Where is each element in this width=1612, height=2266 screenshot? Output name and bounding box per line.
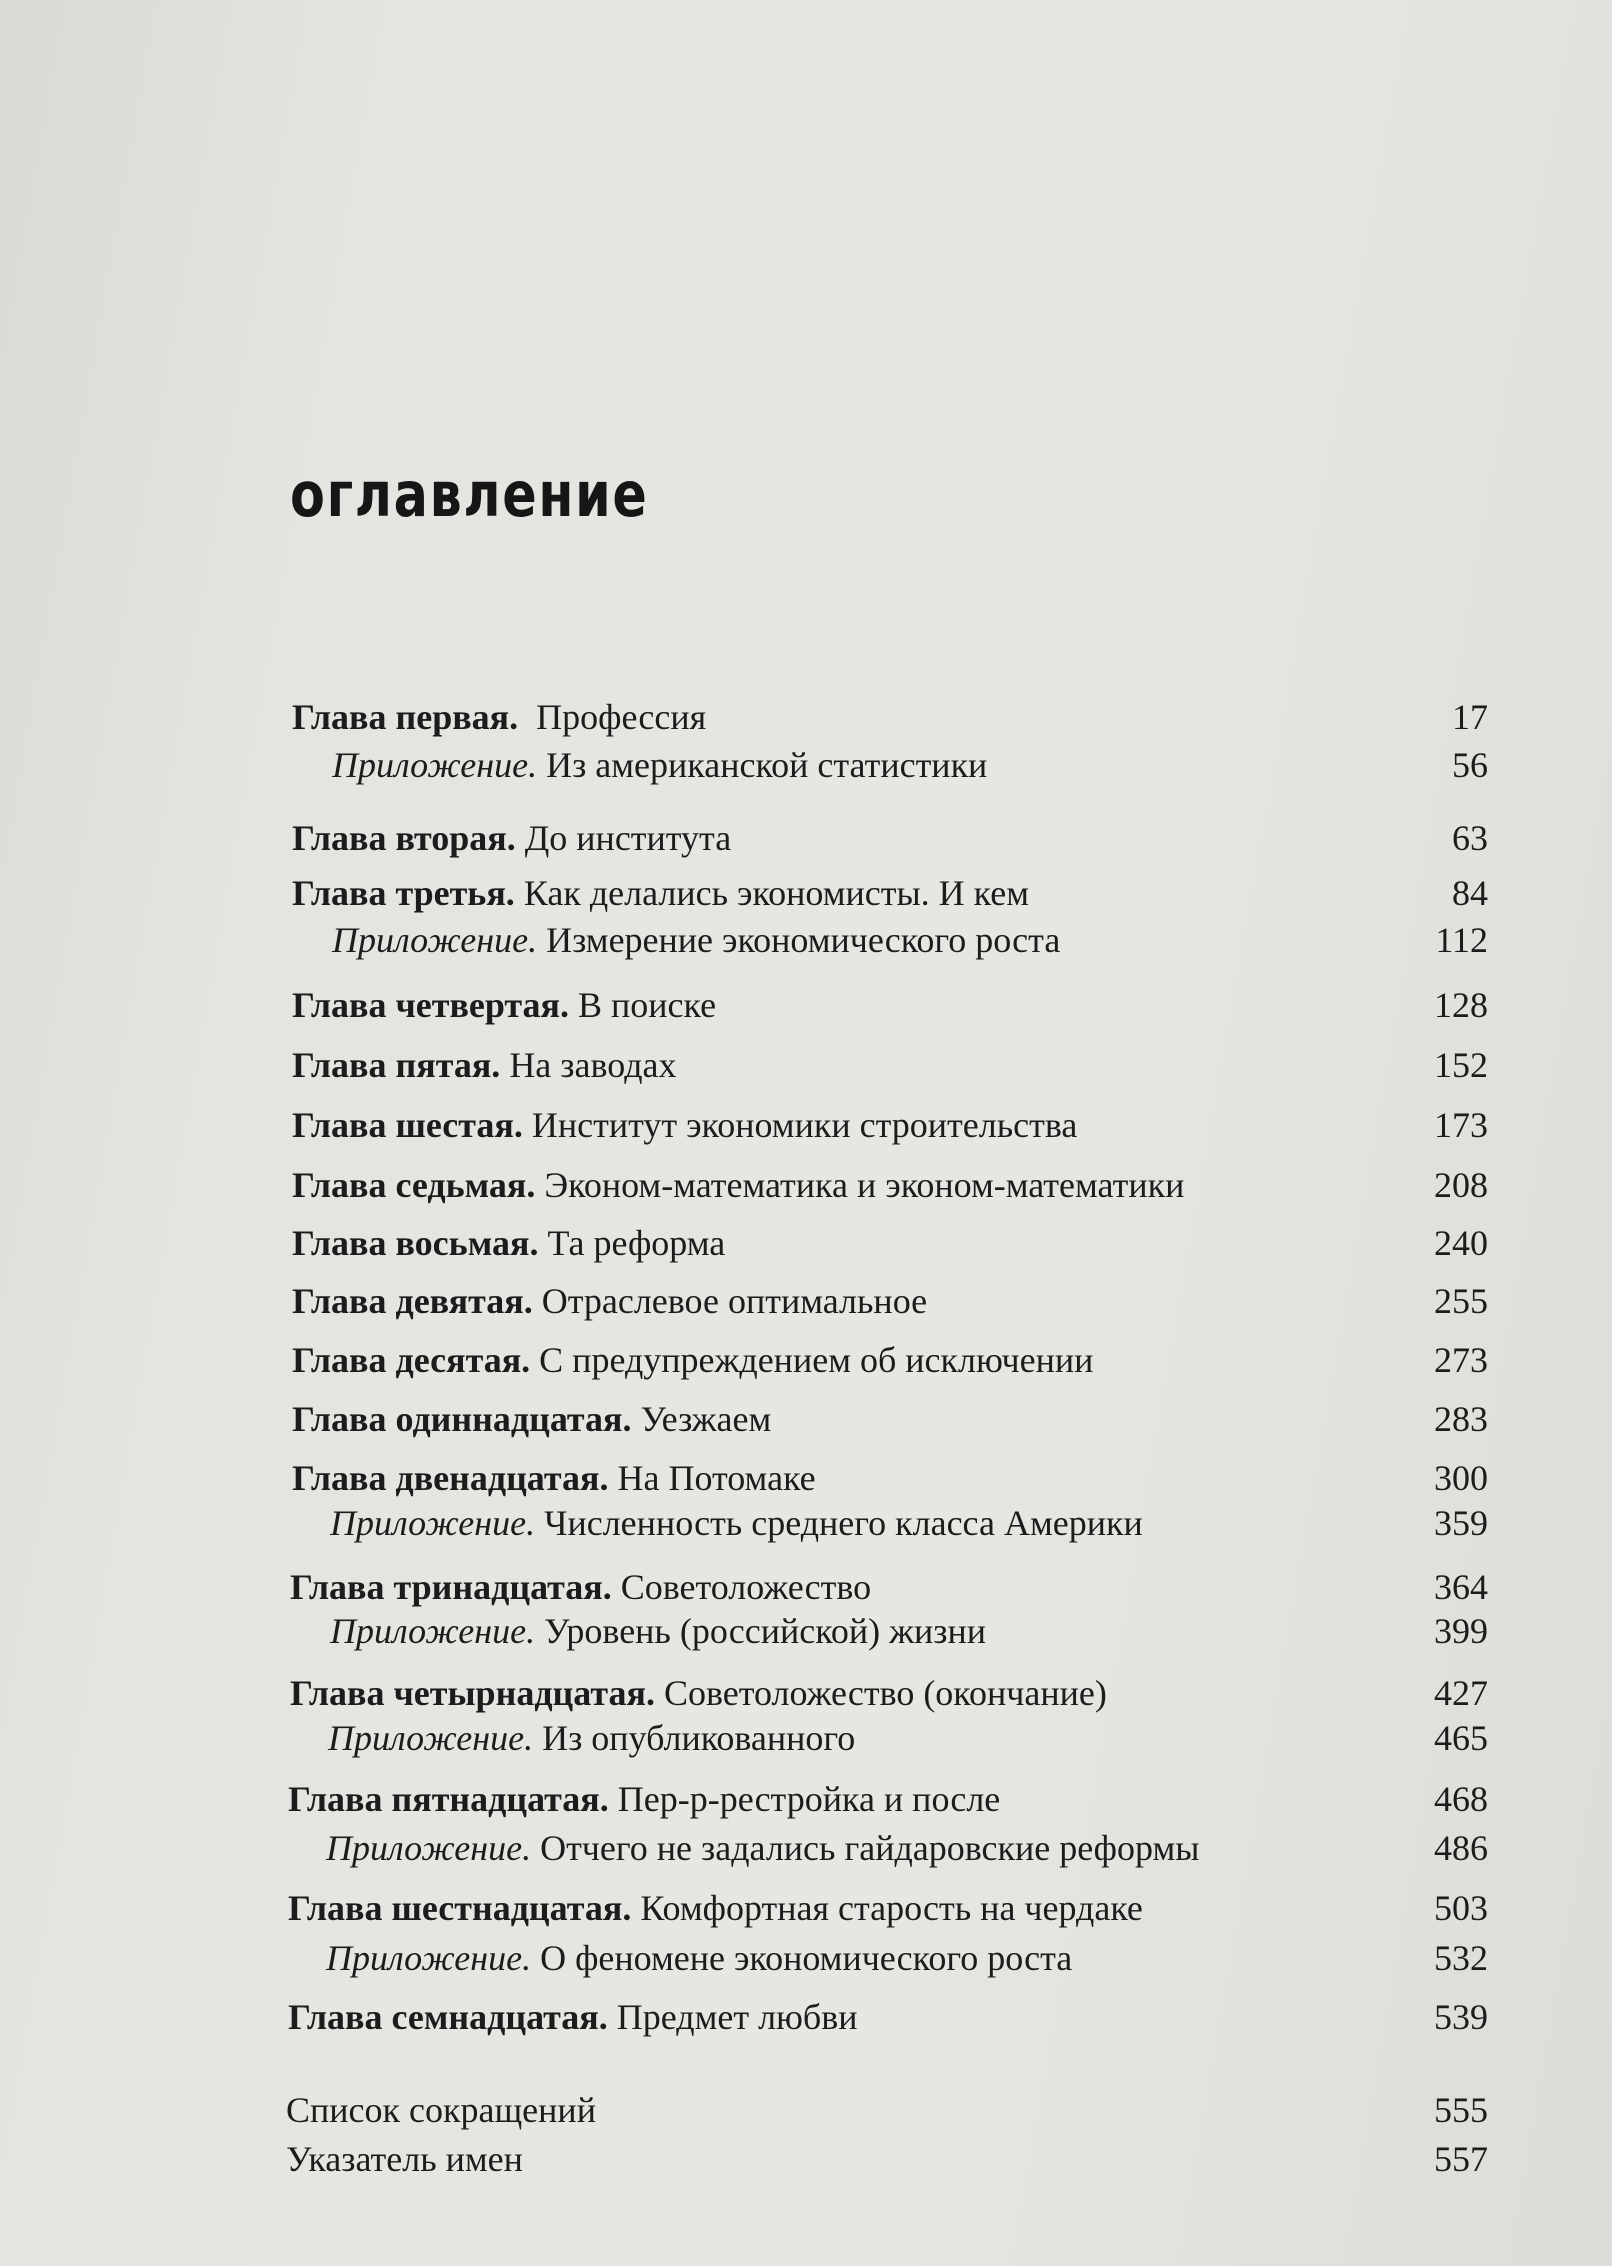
toc-entry-title: Комфортная старость на чердаке bbox=[640, 1888, 1143, 1928]
toc-entry-page: 486 bbox=[1434, 1828, 1488, 1868]
toc-entry-page: 468 bbox=[1434, 1779, 1488, 1819]
toc-entry-title: Уезжаем bbox=[640, 1399, 772, 1439]
toc-entry-page: 208 bbox=[1434, 1165, 1488, 1205]
toc-entry-page: 503 bbox=[1434, 1888, 1488, 1928]
toc-entry-title: Численность среднего класса Америки bbox=[544, 1503, 1143, 1543]
toc-entry-page: 63 bbox=[1452, 818, 1488, 858]
toc-entry-title: На заводах bbox=[509, 1045, 677, 1085]
toc-entry-prefix: Глава первая. bbox=[292, 697, 519, 737]
toc-entry-title: Советоложество bbox=[620, 1567, 872, 1607]
toc-entry[interactable] bbox=[0, 1668, 1612, 1718]
toc-entry-page: 555 bbox=[1434, 2090, 1488, 2130]
toc-entry[interactable] bbox=[0, 1498, 1612, 1548]
toc-entry-title: Измерение экономического роста bbox=[546, 920, 1061, 960]
toc-entry-page: 112 bbox=[1435, 920, 1488, 960]
toc-entry-page: 300 bbox=[1434, 1458, 1488, 1498]
toc-entry-page: 399 bbox=[1434, 1611, 1488, 1651]
page-title: оглавление bbox=[290, 458, 649, 531]
toc-entry-prefix: Глава девятая. bbox=[292, 1281, 533, 1321]
toc-entry[interactable] bbox=[0, 1218, 1612, 1268]
toc-entry-title: Институт экономики строительства bbox=[531, 1105, 1078, 1145]
toc-entry[interactable] bbox=[0, 980, 1612, 1030]
toc-entry[interactable] bbox=[0, 1713, 1612, 1763]
toc-entry[interactable] bbox=[0, 1774, 1612, 1824]
toc-entry-page: 283 bbox=[1434, 1399, 1488, 1439]
toc-entry-page: 273 bbox=[1434, 1340, 1488, 1380]
toc-entry-title: До института bbox=[524, 818, 732, 858]
toc-entry[interactable] bbox=[0, 692, 1612, 742]
toc-entry-page: 539 bbox=[1434, 1997, 1488, 2037]
toc-entry[interactable] bbox=[0, 1335, 1612, 1385]
toc-entry[interactable] bbox=[0, 1394, 1612, 1444]
toc-entry-title: Список сокращений bbox=[286, 2090, 596, 2130]
toc-entry-prefix: Глава десятая. bbox=[292, 1340, 531, 1380]
toc-entry-prefix: Глава тринадцатая. bbox=[290, 1567, 612, 1607]
toc-entry-title: Предмет любви bbox=[616, 1997, 858, 2037]
toc-entry-page: 173 bbox=[1434, 1105, 1488, 1145]
toc-entry-prefix: Глава одиннадцатая. bbox=[292, 1399, 632, 1439]
toc-entry[interactable] bbox=[0, 1562, 1612, 1612]
toc-entry-page: 240 bbox=[1434, 1223, 1488, 1263]
toc-entry-title: Отраслевое оптимальное bbox=[541, 1281, 928, 1321]
toc-entry-title: Как делались экономисты. И кем bbox=[523, 873, 1029, 913]
toc-entry-prefix: Приложение. bbox=[326, 1938, 532, 1978]
toc-entry-prefix: Приложение. bbox=[330, 1611, 536, 1651]
toc-entry-prefix: Глава седьмая. bbox=[292, 1165, 536, 1205]
toc-entry-title: В поиске bbox=[578, 985, 717, 1025]
toc-entry-title: Советоложество (окончание) bbox=[663, 1673, 1107, 1713]
toc-entry[interactable] bbox=[0, 1606, 1612, 1656]
toc-entry[interactable] bbox=[0, 1276, 1612, 1326]
toc-entry-page: 17 bbox=[1452, 697, 1488, 737]
toc-entry-prefix: Глава четырнадцатая. bbox=[290, 1673, 655, 1713]
toc-entry-prefix: Глава шестнадцатая. bbox=[288, 1888, 632, 1928]
toc-entry-page: 128 bbox=[1434, 985, 1488, 1025]
toc-entry-prefix: Глава семнадцатая. bbox=[288, 1997, 608, 2037]
toc-entry[interactable] bbox=[0, 1100, 1612, 1150]
toc-entry-page: 427 bbox=[1434, 1673, 1488, 1713]
toc-entry-title: Указатель имен bbox=[286, 2139, 523, 2179]
toc-entry-page: 532 bbox=[1434, 1938, 1488, 1978]
toc-entry-prefix: Приложение. bbox=[326, 1828, 532, 1868]
toc-entry[interactable] bbox=[0, 1883, 1612, 1933]
toc-entry-title: Профессия bbox=[536, 697, 707, 737]
toc-entry[interactable] bbox=[0, 1160, 1612, 1210]
toc-entry[interactable] bbox=[0, 1453, 1612, 1503]
toc-entry[interactable] bbox=[0, 915, 1612, 965]
toc-entry-page: 364 bbox=[1434, 1567, 1488, 1607]
toc-entry-title: Из опубликованного bbox=[542, 1718, 856, 1758]
toc-entry-page: 557 bbox=[1434, 2139, 1488, 2179]
toc-entry-prefix: Глава пятнадцатая. bbox=[288, 1779, 609, 1819]
toc-entry[interactable] bbox=[0, 868, 1612, 918]
toc-entry-prefix: Глава четвертая. bbox=[292, 985, 570, 1025]
toc-entry-prefix: Приложение. bbox=[330, 1503, 536, 1543]
toc-entry-title: Эконом-математика и эконом-математики bbox=[544, 1165, 1185, 1205]
toc-entry[interactable] bbox=[0, 813, 1612, 863]
toc-entry[interactable] bbox=[0, 1823, 1612, 1873]
toc-entry-title: Пер-р-рестройка и после bbox=[617, 1779, 1001, 1819]
toc-entry-prefix: Приложение. bbox=[328, 1718, 534, 1758]
toc-entry[interactable] bbox=[0, 740, 1612, 790]
toc-entry-title: С предупреждением об исключении bbox=[539, 1340, 1094, 1380]
toc-entry-page: 56 bbox=[1452, 745, 1488, 785]
toc-entry[interactable] bbox=[0, 1040, 1612, 1090]
toc-entry-title: О феномене экономического роста bbox=[540, 1938, 1073, 1978]
toc-entry-prefix: Приложение. bbox=[332, 745, 538, 785]
toc-entry[interactable] bbox=[0, 1933, 1612, 1983]
toc-entry-title: На Потомаке bbox=[617, 1458, 816, 1498]
toc-entry-page: 465 bbox=[1434, 1718, 1488, 1758]
toc-entry-prefix: Глава восьмая. bbox=[292, 1223, 539, 1263]
toc-entry-prefix: Приложение. bbox=[332, 920, 538, 960]
toc-entry-title: Та реформа bbox=[547, 1223, 726, 1263]
toc-entry-title: Из американской статистики bbox=[546, 745, 988, 785]
toc-entry-page: 255 bbox=[1434, 1281, 1488, 1321]
toc-entry-prefix: Глава пятая. bbox=[292, 1045, 501, 1085]
toc-entry-page: 84 bbox=[1452, 873, 1488, 913]
toc-entry[interactable] bbox=[0, 2134, 1612, 2184]
toc-entry-prefix: Глава шестая. bbox=[292, 1105, 523, 1145]
toc-entry-page: 152 bbox=[1434, 1045, 1488, 1085]
toc-entry[interactable] bbox=[0, 2085, 1612, 2135]
toc-entry-title: Уровень (российской) жизни bbox=[544, 1611, 987, 1651]
toc-entry-prefix: Глава вторая. bbox=[292, 818, 516, 858]
toc-entry-prefix: Глава двенадцатая. bbox=[292, 1458, 609, 1498]
toc-entry[interactable] bbox=[0, 1992, 1612, 2042]
toc-entry-prefix: Глава третья. bbox=[292, 873, 515, 913]
toc-entry-title: Отчего не задались гайдаровские реформы bbox=[540, 1828, 1200, 1868]
toc-entry-page: 359 bbox=[1434, 1503, 1488, 1543]
